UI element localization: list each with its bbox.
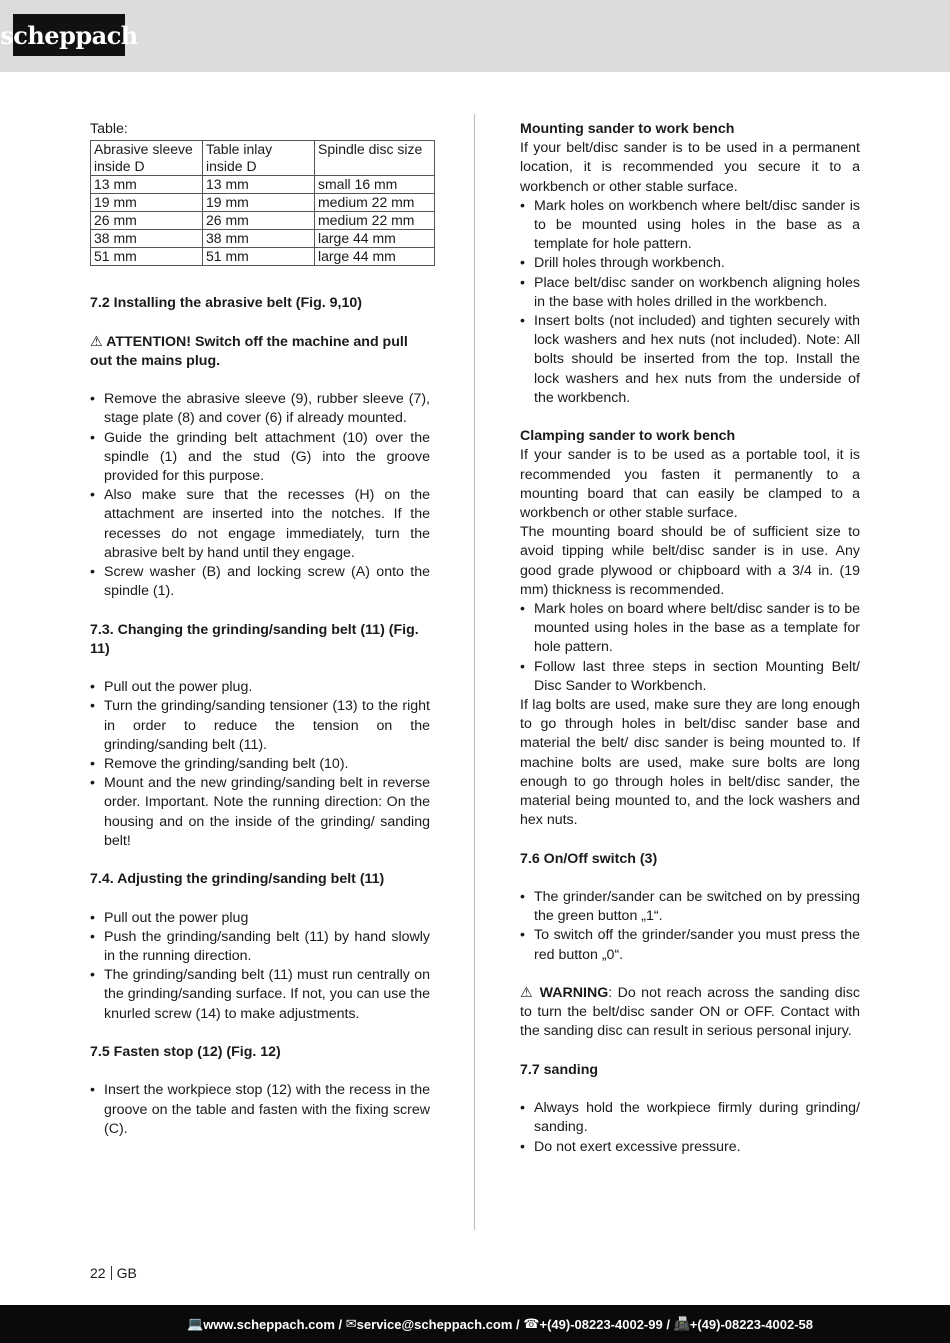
- fax-number: +(49)-08223-4002-58: [689, 1316, 813, 1332]
- list-item: • Mark holes on board where belt/disc sander is to be mounted using holes in the base as a template for hole pattern.: [520, 600, 860, 658]
- footer-separator: /: [334, 1316, 346, 1332]
- list-item: • Mount and the new grinding/sanding belt in reverse order. Important. Note the running direction: On the housing and on the inside of the grinding/ sanding belt!: [90, 774, 430, 851]
- bullet-list-7-2: [90, 390, 430, 601]
- table-header-cell: Abrasive sleeve inside D: [91, 141, 203, 176]
- spindle-size-table: [90, 140, 435, 266]
- computer-icon: 💻: [187, 1316, 204, 1331]
- list-item: • Place belt/disc sander on workbench aligning holes in the base with holes drilled in the workbench.: [520, 274, 860, 312]
- list-item: • Always hold the workpiece firmly during grinding/ sanding.: [520, 1099, 860, 1137]
- website-link[interactable]: www.scheppach.com: [203, 1316, 335, 1332]
- header-band: [0, 0, 950, 72]
- list-item: • Pull out the power plug.: [90, 678, 430, 697]
- section-heading-7-3: 7.3. Changing the grinding/sanding belt (11) (Fig. 11): [90, 621, 419, 657]
- phone-icon: ☎: [523, 1316, 540, 1331]
- table-cell: 51 mm: [203, 248, 315, 266]
- list-item: • Remove the abrasive sleeve (9), rubber sleeve (7), stage plate (8) and cover (6) if already mounted.: [90, 390, 430, 428]
- section-heading-7-6: 7.6 On/Off switch (3): [520, 850, 658, 867]
- clamping-paragraph: The mounting board should be of sufficient size to avoid tipping while belt/disc sander is in use. Any good grade plywood or chipboard with a 3/4 in. (19 mm) thickness is recommended.: [520, 524, 860, 598]
- table-row: [91, 212, 435, 230]
- list-item: • Insert the workpiece stop (12) with the recess in the groove on the table and fasten with the fixing screw (C).: [90, 1081, 430, 1139]
- table-cell: medium 22 mm: [315, 212, 435, 230]
- warning-notice: [520, 984, 860, 1042]
- fax-icon: 📠: [673, 1316, 690, 1331]
- list-item: • Screw washer (B) and locking screw (A) onto the spindle (1).: [90, 563, 430, 601]
- section-heading-7-2: 7.2 Installing the abrasive belt (Fig. 9,10): [90, 295, 363, 312]
- table-cell: 13 mm: [203, 176, 315, 194]
- footer-separator: /: [662, 1316, 674, 1332]
- warning-triangle-icon: ⚠: [520, 985, 535, 1002]
- phone-number: +(49)-08223-4002-99: [539, 1316, 663, 1332]
- list-item: • Pull out the power plug: [90, 909, 430, 928]
- table-header-cell: Table inlay inside D: [203, 141, 315, 176]
- table-cell: small 16 mm: [315, 176, 435, 194]
- mounting-intro: If your belt/disc sander is to be used in a permanent location, it is recommended you secure it to a workbench or other stable surface.: [520, 140, 860, 195]
- bullet-list-clamping: [520, 600, 860, 696]
- table-row: [91, 194, 435, 212]
- bullet-list-7-5: [90, 1081, 430, 1139]
- table-header-cell: Spindle disc size: [315, 141, 435, 176]
- list-item: • Turn the grinding/sanding tensioner (13) to the right in order to reduce the tension on the grinding/sanding belt (11).: [90, 697, 430, 755]
- list-item: • Insert bolts (not included) and tighten securely with lock washers and hex nuts (not included). Note: All bolts should be inserted from the top. Install the lock washers and hex nuts from the underside of the workbench.: [520, 312, 860, 408]
- bullet-list-7-6: [520, 888, 860, 965]
- table-cell: 26 mm: [91, 212, 203, 230]
- list-item: • Do not exert excessive pressure.: [520, 1138, 860, 1157]
- table-cell: large 44 mm: [315, 248, 435, 266]
- bullet-list-7-7: [520, 1099, 860, 1157]
- section-heading-mounting: Mounting sander to work bench: [520, 121, 735, 137]
- section-heading-7-5: 7.5 Fasten stop (12) (Fig. 12): [90, 1044, 281, 1061]
- warning-triangle-icon: ⚠: [90, 333, 103, 350]
- list-item: • Drill holes through workbench.: [520, 254, 860, 273]
- warning-label: WARNING: [539, 985, 609, 1002]
- list-item: • The grinding/sanding belt (11) must run centrally on the grinding/sanding surface. If not, you can use the knurled screw (14) to make adjustments.: [90, 966, 430, 1024]
- table-cell: 51 mm: [91, 248, 203, 266]
- section-heading-clamping: Clamping sander to work bench: [520, 428, 736, 445]
- page-number-separator: [111, 1266, 112, 1280]
- bullet-list-7-4: [90, 909, 430, 1024]
- table-cell: 38 mm: [91, 230, 203, 248]
- footer-separator: /: [512, 1316, 524, 1332]
- column-divider: [474, 114, 475, 1230]
- section-heading-7-4: 7.4. Adjusting the grinding/sanding belt (11): [90, 871, 385, 888]
- table-row: [91, 176, 435, 194]
- table-row: [91, 248, 435, 266]
- list-item: • Remove the grinding/sanding belt (10).: [90, 755, 430, 774]
- table-cell: 13 mm: [91, 176, 203, 194]
- bullet-list-7-3: [90, 678, 430, 851]
- clamping-paragraph: If lag bolts are used, make sure they are long enough to go through holes in belt/disc sander base and material the belt/ disc sander is being mounted to. If machine bolts are used, make sure bolts are long enough to go through holes in belt/disc sander, the material being mounted to, and the lock washers and hex nuts.: [520, 697, 860, 829]
- bullet-list-mounting: [520, 197, 860, 408]
- attention-text: ATTENTION! Switch off the machine and pull out the mains plug.: [90, 333, 408, 369]
- list-item: • The grinder/sander can be switched on by pressing the green button „1“.: [520, 888, 860, 926]
- mail-icon: ✉: [345, 1316, 357, 1331]
- section-heading-7-7: 7.7 sanding: [520, 1061, 599, 1078]
- table-caption: Table:: [90, 121, 128, 137]
- table-header-row: [91, 141, 435, 176]
- page-number-value: 22: [90, 1265, 106, 1281]
- right-column: [520, 120, 860, 1157]
- table-cell: medium 22 mm: [315, 194, 435, 212]
- clamping-paragraph: If your sander is to be used as a portable tool, it is recommended you fasten it permanently to a mounting board that can easily be clamped to a workbench or other stable surface.: [520, 447, 860, 522]
- table-row: [91, 230, 435, 248]
- table-cell: 26 mm: [203, 212, 315, 230]
- footer-contact-bar: [0, 1305, 950, 1343]
- list-item: • Push the grinding/sanding belt (11) by hand slowly in the running direction.: [90, 928, 430, 966]
- table-cell: 38 mm: [203, 230, 315, 248]
- list-item: • Follow last three steps in section Mounting Belt/ Disc Sander to Workbench.: [520, 658, 860, 696]
- attention-notice: [90, 333, 430, 371]
- left-column: [90, 120, 430, 1139]
- email-link[interactable]: service@scheppach.com: [356, 1316, 513, 1332]
- warning-text: : Do not reach across the sanding disc to turn the belt/disc sander ON or OFF. Contact with the sanding disc can result in serious personal injury.: [520, 985, 860, 1040]
- brand-logo: scheppach: [13, 14, 125, 56]
- list-item: • To switch off the grinder/sander you must press the red button „0“.: [520, 926, 860, 964]
- table-cell: 19 mm: [91, 194, 203, 212]
- list-item: • Also make sure that the recesses (H) on the attachment are inserted into the notches. If the recesses do not engage immediately, turn the abrasive belt by hand until they engage.: [90, 486, 430, 563]
- list-item: • Guide the grinding belt attachment (10) over the spindle (1) and the stud (G) into the groove provided for this purpose.: [90, 429, 430, 487]
- table-cell: 19 mm: [203, 194, 315, 212]
- page-number: [90, 1265, 137, 1281]
- table-cell: large 44 mm: [315, 230, 435, 248]
- page-language: GB: [116, 1265, 137, 1281]
- list-item: • Mark holes on workbench where belt/disc sander is to be mounted using holes in the base as a template for hole pattern.: [520, 197, 860, 255]
